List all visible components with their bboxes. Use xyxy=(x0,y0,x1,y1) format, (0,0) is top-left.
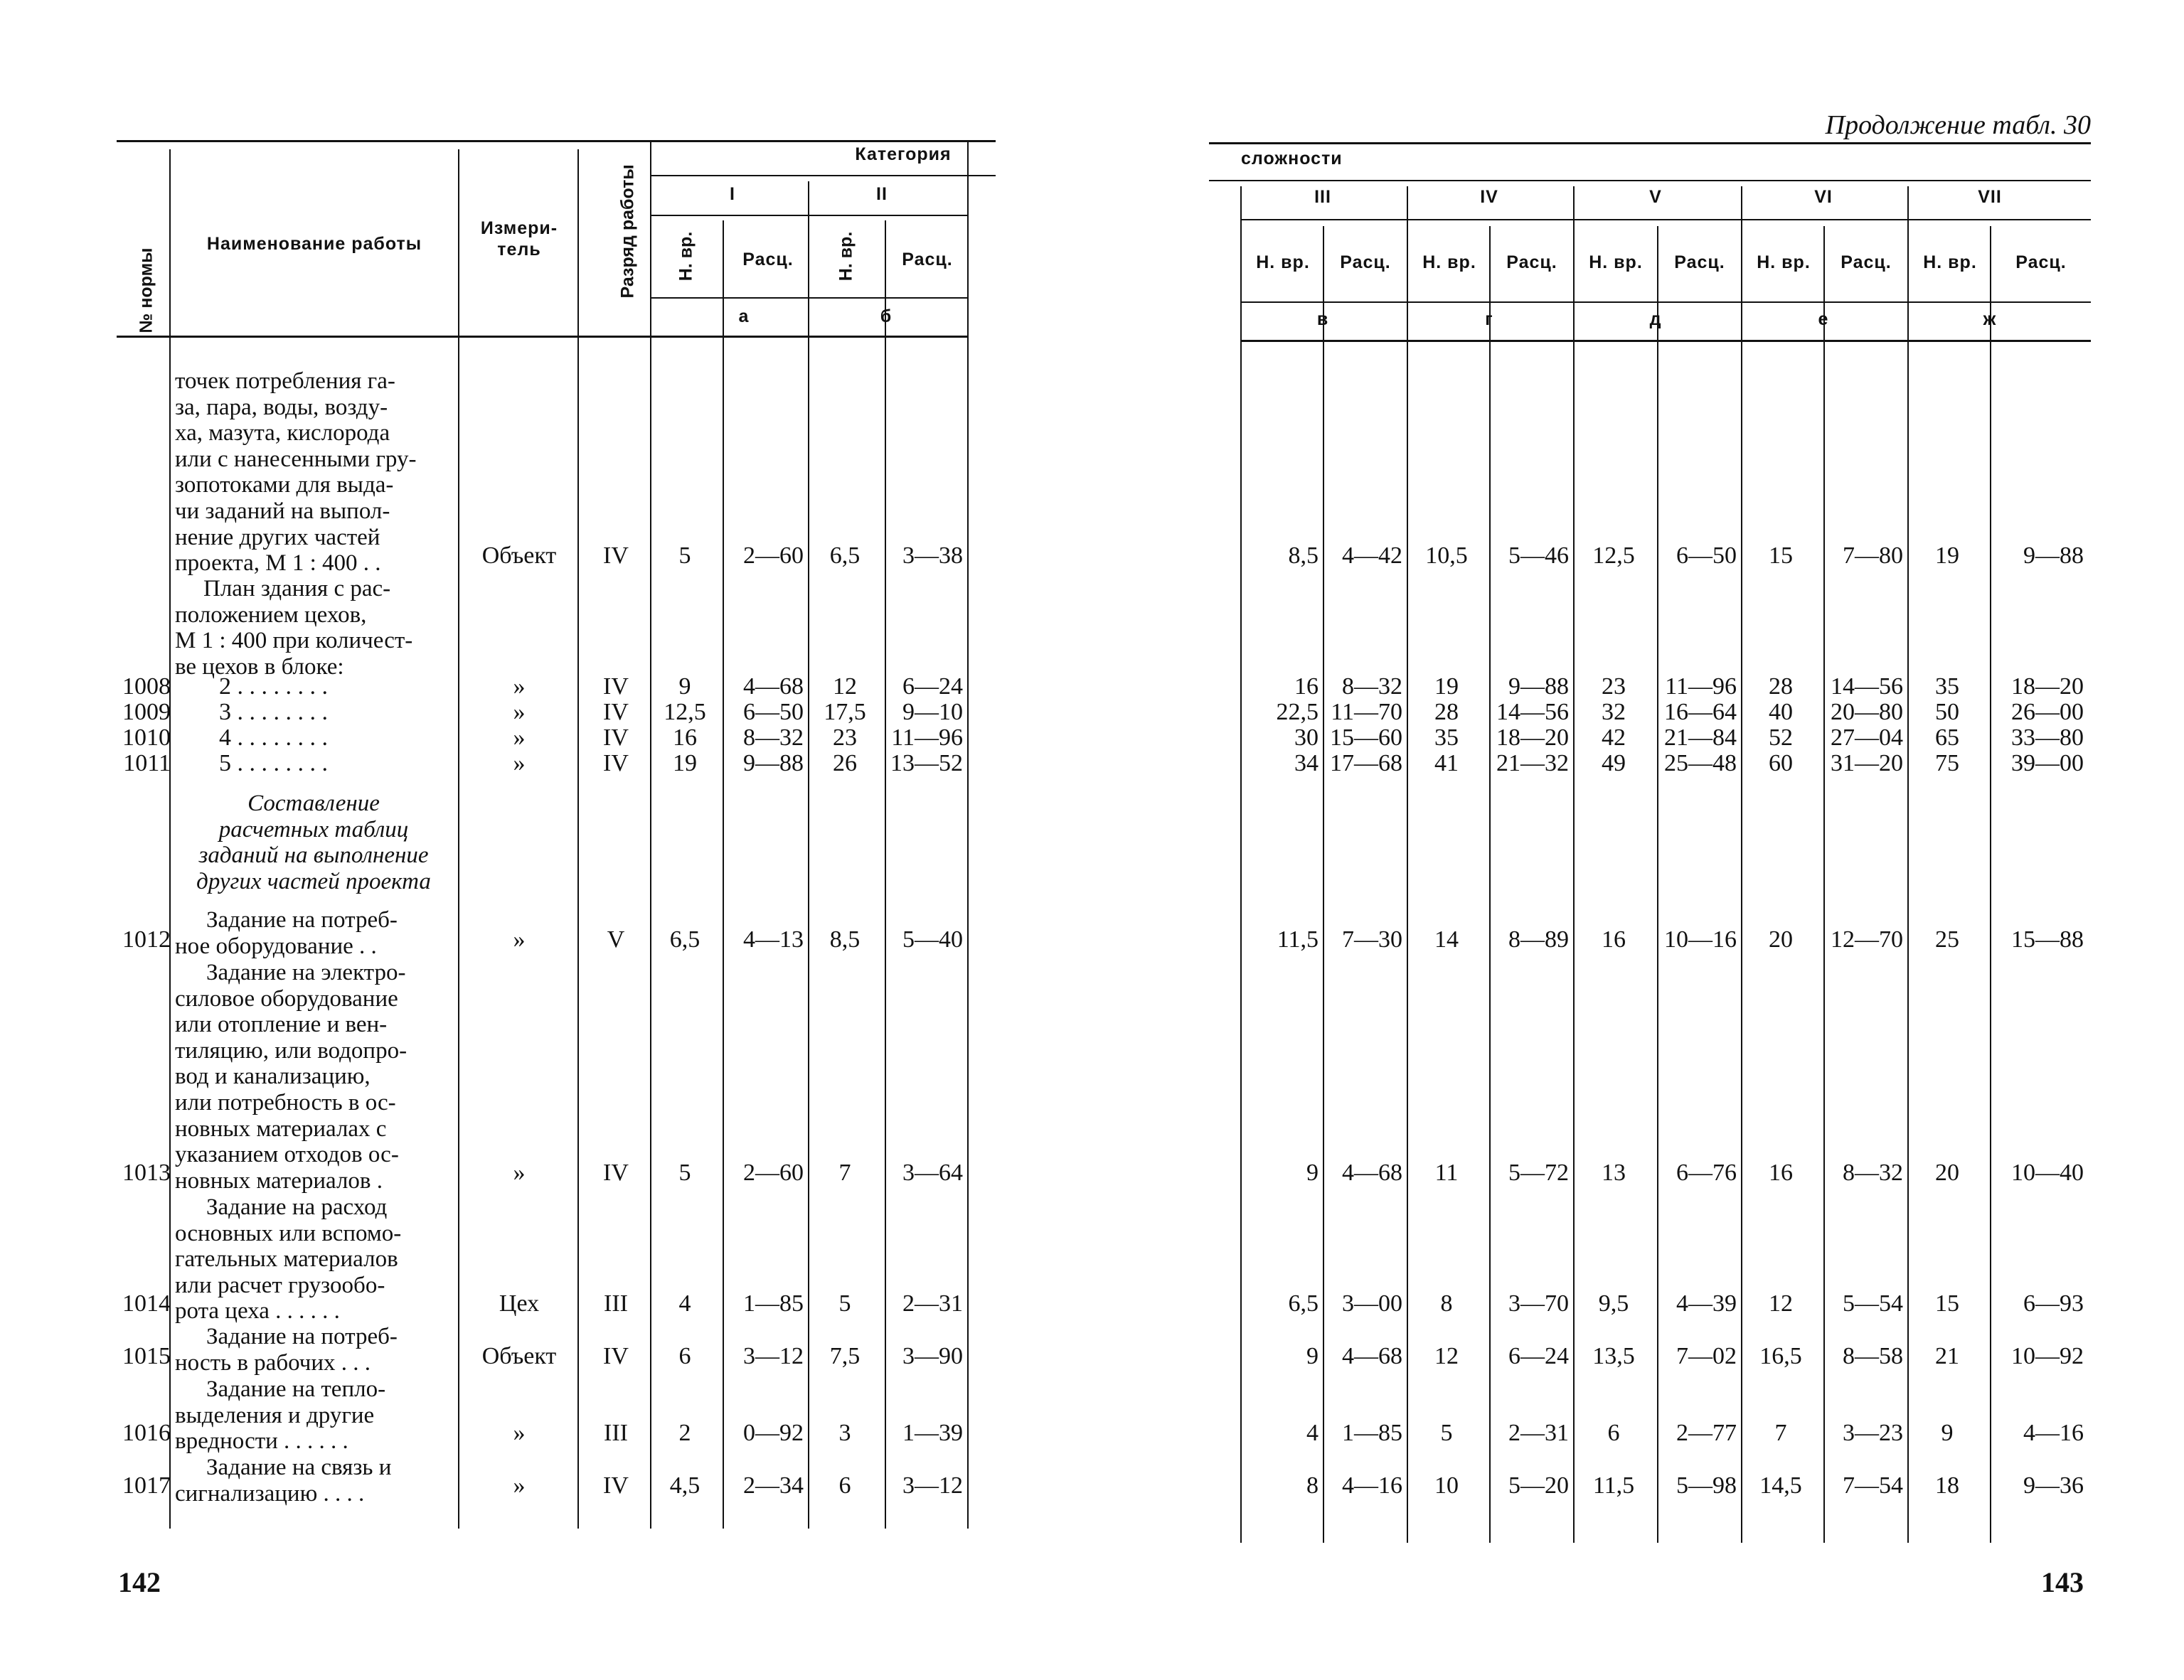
rate-cell: 18—20 xyxy=(2011,673,2084,700)
n-vr-header: Н. вр. xyxy=(1923,252,1977,272)
plan-text: План здания с рас- положением цехов, М 1 : 400 при количест- ве цехов в блоке: xyxy=(175,576,413,680)
rate-cell: 7—02 xyxy=(1676,1343,1737,1369)
rate-cell: 7—30 xyxy=(1342,926,1402,953)
rate-cell: 8—89 xyxy=(1508,926,1569,953)
norm-number: 1011 xyxy=(123,750,171,776)
category-rule xyxy=(651,175,996,176)
text-1015: Задание на потреб- ность в рабочих . . . xyxy=(175,1324,398,1376)
cat-VII-header: VII xyxy=(1978,187,2002,207)
text-1016: Задание на тепло- выделения и другие вредности . . . . . . xyxy=(175,1376,386,1455)
complexity-rule xyxy=(1209,180,2091,181)
rate-cell: 5—40 xyxy=(902,926,963,953)
time-norm-cell: 14,5 xyxy=(1759,1472,1802,1499)
rate-cell: 8—32 xyxy=(1342,673,1402,700)
rate-cell: 8—58 xyxy=(1843,1343,1903,1369)
rate-cell: 5—20 xyxy=(1508,1472,1569,1499)
rate-cell: 2—31 xyxy=(902,1290,963,1317)
time-norm-cell: 4 xyxy=(1306,1420,1319,1446)
n-vr-header: Н. вр. xyxy=(676,231,696,282)
time-norm-cell: 6 xyxy=(678,1343,691,1369)
unit-cell: » xyxy=(513,1160,526,1186)
row-name: 4 . . . . . . . . xyxy=(219,724,328,751)
col-divider xyxy=(577,149,579,1529)
rasc-header: Расц. xyxy=(1340,252,1391,272)
norm-number: 1009 xyxy=(122,699,171,725)
time-norm-cell: 13 xyxy=(1602,1160,1626,1186)
time-norm-cell: 19 xyxy=(1935,542,1959,569)
header-bottom-rule xyxy=(117,336,967,338)
rate-cell: 33—80 xyxy=(2011,724,2084,751)
time-norm-cell: 16,5 xyxy=(1759,1343,1802,1369)
rate-cell: 5—46 xyxy=(1508,542,1569,569)
time-norm-cell: 6,5 xyxy=(669,926,701,953)
time-norm-cell: 75 xyxy=(1935,750,1959,776)
rate-cell: 26—00 xyxy=(2011,699,2084,725)
rate-cell: 4—68 xyxy=(743,673,804,700)
grade-cell: IV xyxy=(603,750,629,776)
grade-cell: IV xyxy=(603,542,629,569)
col-d-label: д xyxy=(1649,309,1662,329)
rate-cell: 9—88 xyxy=(2023,542,2084,569)
cat-II-header: II xyxy=(876,184,888,204)
time-norm-cell: 25 xyxy=(1935,926,1959,953)
time-norm-cell: 4,5 xyxy=(669,1472,701,1499)
norm-number: 1012 xyxy=(122,926,171,953)
time-norm-cell: 5 xyxy=(678,542,691,569)
time-norm-cell: 11 xyxy=(1434,1160,1459,1186)
rate-cell: 2—60 xyxy=(743,1160,804,1186)
time-norm-cell: 32 xyxy=(1602,699,1626,725)
rate-cell: 3—00 xyxy=(1342,1290,1402,1317)
time-norm-cell: 12 xyxy=(833,673,857,700)
grade-cell: IV xyxy=(603,1472,629,1499)
time-norm-cell: 28 xyxy=(1769,673,1793,700)
rate-cell: 31—20 xyxy=(1831,750,1903,776)
rate-cell: 9—88 xyxy=(743,750,804,776)
col-divider xyxy=(1741,186,1742,1543)
time-norm-cell: 65 xyxy=(1935,724,1959,751)
rate-cell: 14—56 xyxy=(1496,699,1569,725)
time-norm-cell: 6 xyxy=(838,1472,851,1499)
cat-III-header: III xyxy=(1314,187,1331,207)
rate-cell: 4—13 xyxy=(743,926,804,953)
cat-VI-header: VI xyxy=(1814,187,1833,207)
grade-cell: III xyxy=(604,1290,628,1317)
rate-cell: 25—48 xyxy=(1664,750,1737,776)
time-norm-cell: 8,5 xyxy=(1288,542,1319,569)
time-norm-cell: 34 xyxy=(1294,750,1319,776)
category-header: Категория xyxy=(855,144,952,164)
col-v-label: в xyxy=(1316,309,1329,329)
time-norm-cell: 20 xyxy=(1935,1160,1959,1186)
rate-cell: 2—34 xyxy=(743,1472,804,1499)
col-divider xyxy=(1573,186,1575,1543)
time-norm-cell: 6 xyxy=(1607,1420,1620,1446)
time-norm-cell: 28 xyxy=(1434,699,1459,725)
rate-cell: 4—39 xyxy=(1676,1290,1737,1317)
time-norm-cell: 2 xyxy=(678,1420,691,1446)
rasc-header: Расц. xyxy=(742,250,794,269)
rate-cell: 9—10 xyxy=(902,699,963,725)
time-norm-cell: 22,5 xyxy=(1276,699,1319,725)
rate-cell: 6—24 xyxy=(1508,1343,1569,1369)
rate-cell: 4—68 xyxy=(1342,1343,1402,1369)
col-divider xyxy=(885,220,886,1529)
col-g-label: г xyxy=(1485,309,1493,329)
time-norm-cell: 9 xyxy=(1306,1160,1319,1186)
col-b-label: б xyxy=(880,306,893,326)
rate-cell: 4—68 xyxy=(1342,1160,1402,1186)
n-vr-header: Н. вр. xyxy=(1256,252,1310,272)
rate-cell: 3—90 xyxy=(902,1343,963,1369)
rate-cell: 3—23 xyxy=(1843,1420,1903,1446)
top-rule xyxy=(1209,142,2091,144)
rate-cell: 9—88 xyxy=(1508,673,1569,700)
time-norm-cell: 4 xyxy=(678,1290,691,1317)
time-norm-cell: 3 xyxy=(838,1420,851,1446)
unit-cell: » xyxy=(513,724,526,751)
time-norm-cell: 35 xyxy=(1935,673,1959,700)
n-vr-header: Н. вр. xyxy=(1589,252,1643,272)
rate-cell: 6—93 xyxy=(2023,1290,2084,1317)
unit-cell: » xyxy=(513,926,526,953)
time-norm-cell: 6,5 xyxy=(1288,1290,1319,1317)
rate-cell: 3—12 xyxy=(743,1343,804,1369)
time-norm-cell: 12,5 xyxy=(664,699,706,725)
n-vr-header: Н. вр. xyxy=(1757,252,1811,272)
time-norm-cell: 19 xyxy=(673,750,697,776)
time-norm-cell: 17,5 xyxy=(824,699,866,725)
rate-cell: 5—54 xyxy=(1843,1290,1903,1317)
rasc-header: Расц. xyxy=(1841,252,1892,272)
col-divider xyxy=(808,181,809,1529)
time-norm-cell: 7 xyxy=(1774,1420,1787,1446)
rate-cell: 5—72 xyxy=(1508,1160,1569,1186)
rate-cell: 27—04 xyxy=(1831,724,1903,751)
grade-header: Разряд работы xyxy=(617,164,638,299)
section-title: Составление расчетных таблиц заданий на выполнение других частей проекта xyxy=(196,791,431,894)
rate-cell: 17—68 xyxy=(1330,750,1402,776)
rate-cell: 8—32 xyxy=(743,724,804,751)
letters-rule xyxy=(651,297,967,299)
unit-cell: » xyxy=(513,750,526,776)
time-norm-cell: 7,5 xyxy=(829,1343,861,1369)
rasc-header: Расц. xyxy=(1506,252,1557,272)
sub-rule xyxy=(651,215,967,216)
header-bottom-rule xyxy=(1242,340,2091,342)
rate-cell: 8—32 xyxy=(1843,1160,1903,1186)
row-name: 2 . . . . . . . . xyxy=(219,673,328,700)
norm-number: 1017 xyxy=(122,1472,171,1499)
unit-cell: » xyxy=(513,699,526,725)
rate-cell: 2—60 xyxy=(743,542,804,569)
norm-number: 1008 xyxy=(122,673,171,700)
col-divider xyxy=(1407,186,1408,1543)
rate-cell: 10—16 xyxy=(1664,926,1737,953)
continuation-caption: Продолжение табл. 30 xyxy=(1825,110,2091,140)
sub-rule xyxy=(1242,219,2091,220)
rate-cell: 6—76 xyxy=(1676,1160,1737,1186)
row-name: 3 . . . . . . . . xyxy=(219,699,328,725)
n-vr-header: Н. вр. xyxy=(1422,252,1476,272)
rate-cell: 11—96 xyxy=(891,724,963,751)
rate-cell: 5—98 xyxy=(1676,1472,1737,1499)
time-norm-cell: 12 xyxy=(1434,1343,1459,1369)
time-norm-cell: 40 xyxy=(1769,699,1793,725)
top-rule xyxy=(117,140,996,142)
col-e-label: е xyxy=(1818,309,1829,329)
grade-cell: III xyxy=(604,1420,628,1446)
time-norm-cell: 41 xyxy=(1434,750,1459,776)
norm-number: 1015 xyxy=(122,1343,171,1369)
time-norm-cell: 50 xyxy=(1935,699,1959,725)
time-norm-cell: 16 xyxy=(1769,1160,1793,1186)
time-norm-cell: 60 xyxy=(1769,750,1793,776)
rate-cell: 6—24 xyxy=(902,673,963,700)
rate-cell: 6—50 xyxy=(1676,542,1737,569)
rate-cell: 20—80 xyxy=(1831,699,1903,725)
page-number-right: 143 xyxy=(2041,1566,2084,1598)
letters-rule xyxy=(1242,301,2091,303)
grade-cell: IV xyxy=(603,1160,629,1186)
time-norm-cell: 10 xyxy=(1434,1472,1459,1499)
time-norm-cell: 13,5 xyxy=(1592,1343,1635,1369)
col-divider xyxy=(169,149,171,1529)
col-divider xyxy=(650,142,651,1529)
text-1012: Задание на потреб- ное оборудование . . xyxy=(175,907,398,959)
rate-cell: 7—80 xyxy=(1843,542,1903,569)
rate-cell: 7—54 xyxy=(1843,1472,1903,1499)
rate-cell: 14—56 xyxy=(1831,673,1903,700)
time-norm-cell: 8,5 xyxy=(829,926,861,953)
rate-cell: 39—00 xyxy=(2011,750,2084,776)
cat-V-header: V xyxy=(1649,187,1662,207)
rate-cell: 16—64 xyxy=(1664,699,1737,725)
time-norm-cell: 8 xyxy=(1440,1290,1453,1317)
time-norm-cell: 16 xyxy=(1602,926,1626,953)
unit-cell: Объект xyxy=(481,1343,557,1369)
unit-header: Измери- тель xyxy=(480,218,558,260)
cat-IV-header: IV xyxy=(1480,187,1498,207)
grade-cell: IV xyxy=(603,699,629,725)
col-divider xyxy=(1907,186,1909,1543)
rate-cell: 1—39 xyxy=(902,1420,963,1446)
rate-cell: 13—52 xyxy=(890,750,963,776)
time-norm-cell: 49 xyxy=(1602,750,1626,776)
norm-number: 1014 xyxy=(122,1290,171,1317)
rate-cell: 0—92 xyxy=(743,1420,804,1446)
rate-cell: 4—16 xyxy=(2023,1420,2084,1446)
time-norm-cell: 9 xyxy=(1941,1420,1954,1446)
rate-cell: 21—32 xyxy=(1496,750,1569,776)
time-norm-cell: 5 xyxy=(1440,1420,1453,1446)
time-norm-cell: 11,5 xyxy=(1277,926,1319,953)
time-norm-cell: 16 xyxy=(673,724,697,751)
col-divider xyxy=(723,220,724,1529)
rate-cell: 9—36 xyxy=(2023,1472,2084,1499)
time-norm-cell: 6,5 xyxy=(829,542,861,569)
time-norm-cell: 9 xyxy=(1306,1343,1319,1369)
time-norm-cell: 7 xyxy=(838,1160,851,1186)
rate-cell: 2—31 xyxy=(1508,1420,1569,1446)
norm-no-header: № нормы xyxy=(136,247,156,333)
time-norm-cell: 42 xyxy=(1602,724,1626,751)
grade-cell: IV xyxy=(603,1343,629,1369)
time-norm-cell: 35 xyxy=(1434,724,1459,751)
col-divider xyxy=(458,149,459,1529)
time-norm-cell: 15 xyxy=(1769,542,1793,569)
rate-cell: 15—88 xyxy=(2011,926,2084,953)
grade-cell: V xyxy=(607,926,625,953)
norm-number: 1016 xyxy=(122,1420,171,1446)
time-norm-cell: 23 xyxy=(1602,673,1626,700)
rate-cell: 1—85 xyxy=(1342,1420,1402,1446)
page-number-left: 142 xyxy=(118,1566,161,1598)
time-norm-cell: 18 xyxy=(1935,1472,1959,1499)
rasc-header: Расц. xyxy=(2015,252,2067,272)
text-1017: Задание на связь и сигнализацию . . . . xyxy=(175,1455,392,1507)
rasc-header: Расц. xyxy=(1674,252,1725,272)
col-a-label: а xyxy=(738,306,750,326)
time-norm-cell: 21 xyxy=(1935,1343,1959,1369)
time-norm-cell: 14 xyxy=(1434,926,1459,953)
rate-cell: 1—85 xyxy=(743,1290,804,1317)
rate-cell: 10—40 xyxy=(2011,1160,2084,1186)
rate-cell: 11—70 xyxy=(1331,699,1402,725)
rate-cell: 11—96 xyxy=(1665,673,1737,700)
grade-cell: IV xyxy=(603,724,629,751)
intro-text: точек потребления га- за, пара, воды, возду- ха, мазута, кислорода или с нанесенными гру- зопотоками для выда- чи заданий на выпол- нение других частей проекта, М 1 : 400 . . xyxy=(175,368,417,577)
complexity-header: сложности xyxy=(1241,149,1343,168)
rate-cell: 3—70 xyxy=(1508,1290,1569,1317)
unit-cell: » xyxy=(513,1420,526,1446)
rasc-header: Расц. xyxy=(902,250,953,269)
norm-number: 1013 xyxy=(122,1160,171,1186)
unit-cell: » xyxy=(513,1472,526,1499)
time-norm-cell: 26 xyxy=(833,750,857,776)
unit-cell: Цех xyxy=(499,1290,540,1317)
row-name: 5 . . . . . . . . xyxy=(219,750,328,776)
rate-cell: 15—60 xyxy=(1330,724,1402,751)
time-norm-cell: 23 xyxy=(833,724,857,751)
rate-cell: 3—12 xyxy=(902,1472,963,1499)
time-norm-cell: 8 xyxy=(1306,1472,1319,1499)
rate-cell: 2—77 xyxy=(1676,1420,1737,1446)
time-norm-cell: 52 xyxy=(1769,724,1793,751)
rate-cell: 4—16 xyxy=(1342,1472,1402,1499)
rate-cell: 18—20 xyxy=(1496,724,1569,751)
rate-cell: 12—70 xyxy=(1831,926,1903,953)
rate-cell: 3—64 xyxy=(902,1160,963,1186)
text-1014: Задание на расход основных или вспомо- гательных материалов или расчет грузообо- рота цеха . . . . . . xyxy=(175,1194,402,1325)
rate-cell: 6—50 xyxy=(743,699,804,725)
time-norm-cell: 11,5 xyxy=(1592,1472,1635,1499)
time-norm-cell: 9 xyxy=(678,673,691,700)
col-zh-label: ж xyxy=(1983,309,1997,329)
rate-cell: 3—38 xyxy=(902,542,963,569)
cat-I-header: I xyxy=(730,184,735,204)
text-1013: Задание на электро- силовое оборудование или отопление и вен- тиляцию, или водопро- вод и канализацию, или потребность в ос- новных материалах с указанием отходов ос- новных материалов . xyxy=(175,960,407,1194)
norm-number: 1010 xyxy=(122,724,171,751)
rate-cell: 21—84 xyxy=(1664,724,1737,751)
rate-cell: 4—42 xyxy=(1342,542,1402,569)
time-norm-cell: 20 xyxy=(1769,926,1793,953)
time-norm-cell: 12 xyxy=(1769,1290,1793,1317)
grade-cell: IV xyxy=(603,673,629,700)
time-norm-cell: 30 xyxy=(1294,724,1319,751)
col-divider xyxy=(967,142,969,1529)
time-norm-cell: 5 xyxy=(678,1160,691,1186)
time-norm-cell: 12,5 xyxy=(1592,542,1635,569)
col-divider xyxy=(1240,186,1242,1543)
time-norm-cell: 15 xyxy=(1935,1290,1959,1317)
time-norm-cell: 16 xyxy=(1294,673,1319,700)
time-norm-cell: 5 xyxy=(838,1290,851,1317)
time-norm-cell: 19 xyxy=(1434,673,1459,700)
unit-cell: » xyxy=(513,673,526,700)
work-name-header: Наименование работы xyxy=(206,234,422,254)
rate-cell: 10—92 xyxy=(2011,1343,2084,1369)
n-vr-header: Н. вр. xyxy=(836,231,856,282)
unit-cell: Объект xyxy=(481,542,557,569)
time-norm-cell: 10,5 xyxy=(1425,542,1468,569)
time-norm-cell: 9,5 xyxy=(1598,1290,1629,1317)
